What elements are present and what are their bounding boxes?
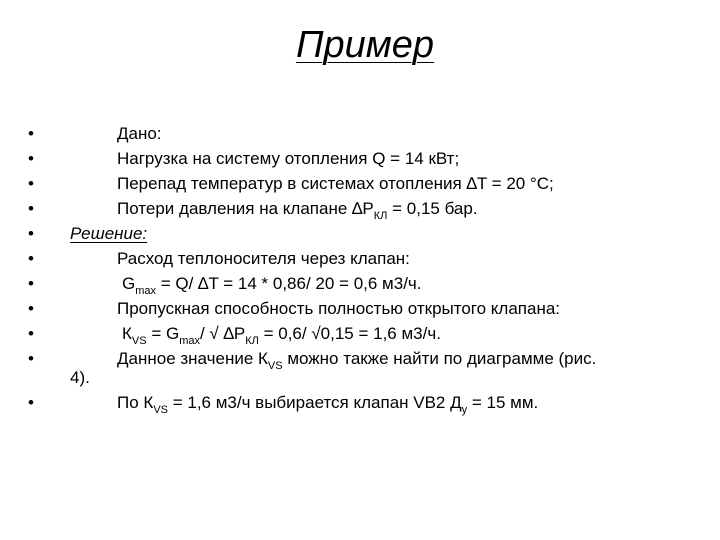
text-kvs-diagram-note: Данное значение $К_{VS}$ можно также найти по диаграмме (рис. <box>117 349 597 372</box>
bullet-5: • <box>28 224 34 243</box>
bullet-7: • <box>28 274 34 293</box>
bullet-4: • <box>28 199 34 218</box>
text-kvs-diagram-note-cont: 4). <box>70 368 90 387</box>
text-temperature-drop: Перепад температур в системах отопления ∆T = 20 °C; <box>117 174 554 193</box>
slide-title: Пример <box>295 24 435 66</box>
bullet-11: • <box>28 393 34 412</box>
text-gmax-formula: $G_{max} = Q/$ ∆T = 14 * 0,86/ 20 = 0,6 м3/ч. <box>122 274 422 297</box>
text-heating-load: Нагрузка на систему отопления Q = 14 кВт; <box>117 149 460 168</box>
text-given: Дано: <box>117 124 162 143</box>
bullet-8: • <box>28 299 34 318</box>
bullet-6: • <box>28 249 34 268</box>
text-valve-pressure-loss: Потери давления на клапане $\Delta P_{КЛ} = 0,15$ бар. <box>117 199 478 222</box>
text-solution-heading: Решение: <box>70 224 148 243</box>
text-valve-selection: По $К_{VS} = 1,6$ м3/ч выбирается клапан VB2 $Д_у = 15$ мм. <box>117 393 539 416</box>
bullet-3: • <box>28 174 34 193</box>
text-valve-capacity: Пропускная способность полностью открытого клапана: <box>117 299 561 318</box>
bullet-2: • <box>28 149 34 168</box>
bullet-10: • <box>28 349 34 368</box>
bullet-1: • <box>28 124 34 143</box>
text-coolant-flow: Расход теплоносителя через клапан: <box>117 249 410 268</box>
bullet-9: • <box>28 324 34 343</box>
text-kvs-formula: $К_{VS} = G_{max}/$ √ $\Delta P_{КЛ} = 0,6/$ √0,15 = 1,6 м3/ч. <box>122 324 441 347</box>
